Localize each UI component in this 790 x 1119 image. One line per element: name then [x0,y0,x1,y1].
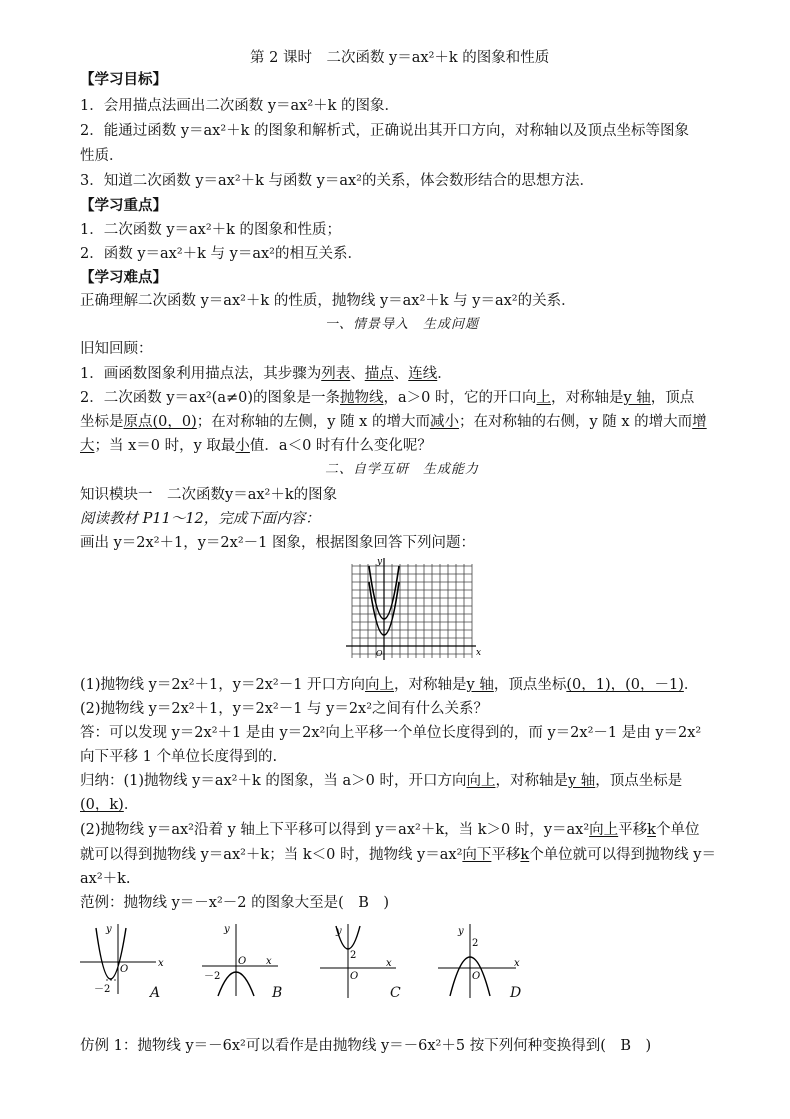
answer-blank: 抛物线 [340,390,384,406]
text: 平移 [491,847,521,863]
question-1 [80,675,698,695]
text: 平移 [618,822,648,838]
text: 个单位 [655,822,700,838]
review-line-2 [80,388,694,408]
answer-line-1: 答：可以发现 y＝2x²＋1 是由 y＝2x²向上平移一个单位长度得到的，而 y＝2x²－1 是由 y＝2x² [80,725,702,741]
text: 1．画函数图象利用描点法，其步骤为 [80,366,322,382]
answer-blank: 向上 [365,677,395,693]
review-line-1 [80,364,452,384]
text: ，对称轴是 [394,677,467,693]
intercept-label: －2 [94,984,111,995]
text: ，顶点 [650,390,695,406]
text: ． [683,677,699,693]
origin-label: O [472,971,481,982]
y-axis-label: y [336,926,342,937]
summary-line-3 [80,820,699,840]
answer-blank: 向下 [462,847,492,863]
text: ，a＞0 时，它的开口向 [383,390,537,406]
text: 坐标是 [80,414,124,430]
text: ，顶点坐标是 [595,773,683,789]
text: ，对称轴是 [550,390,624,406]
text: ；在对称轴的右侧，y 随 x 的增大而 [458,414,693,430]
summary-line-5: ax²＋k. [80,871,131,887]
x-axis-label: x [266,956,272,967]
goals-heading: 【学习目标】 [80,71,167,88]
origin-label: O [350,971,359,982]
origin-label: O [120,964,129,975]
review-line-3 [80,412,707,432]
answer-blank: 描点 [364,366,394,382]
answer-blank: k [520,847,530,863]
section-1-heading: 一、情景导入 生成问题 [325,317,480,332]
keypoint-1: 1．二次函数 y＝ax²＋k 的图象和性质； [80,222,342,238]
answer-blank: 增 [692,414,707,430]
y-axis-label: y [458,926,464,937]
option-b-caption: B [272,985,283,1001]
text: 归纳：(1)抛物线 y＝ax²＋k 的图象，当 a＞0 时，开口方向 [80,773,467,789]
text: 就可以得到抛物线 y＝ax²＋k；当 k＜0 时，抛物线 y＝ax² [80,847,463,863]
keypoints-heading: 【学习重点】 [80,197,167,214]
text: ． [123,797,139,813]
goal-2-cont: 性质． [80,148,124,164]
intercept-label: 2 [350,950,357,961]
answer-blank: 减小 [429,414,459,430]
goal-3: 3．知道二次函数 y＝ax²＋k 与函数 y＝ax²的关系，体会数形结合的思想方法． [80,173,594,189]
answer-blank: k [647,822,656,838]
answer-blank: 大 [80,438,95,454]
answer-blank: (0，k) [80,797,124,813]
module-1-title: 知识模块一 二次函数y＝ax²＋k的图象 [80,487,338,503]
text: ；当 x＝0 时，y 取最 [94,438,236,454]
answer-blank: 向上 [589,822,619,838]
grid-lines [352,564,472,658]
section-2-heading: 二、自学互研 生成能力 [325,462,480,477]
text: ；在对称轴的左侧，y 随 x 的增大而 [196,414,430,430]
lesson-title: 第 2 课时 二次函数 y＝ax²＋k 的图象和性质 [250,50,550,66]
y-axis-label: y [377,557,383,567]
review-heading: 旧知回顾： [80,341,153,357]
answer-blank: (0，1)，(0，－1) [566,677,684,693]
text: 2．二次函数 y＝ax²(a≠0)的图象是一条 [80,390,340,406]
difficulty-heading: 【学习难点】 [80,269,167,286]
answer-blank: 向上 [466,773,496,789]
answer-blank: y 轴 [466,677,494,693]
text: (2)抛物线 y＝ax²沿着 y 轴上下平移可以得到 y＝ax²＋k，当 k＞0 时，y＝ax² [80,822,590,838]
x-axis-label: x [514,958,520,969]
x-axis-label: x [386,958,392,969]
text: 值．a＜0 时有什么变化呢？ [249,438,432,454]
summary-line-2 [80,795,138,815]
text: 、 [350,366,365,382]
goal-1: 1．会用描点法画出二次函数 y＝ax²＋k 的图象． [80,98,400,114]
answer-blank: 上 [536,390,551,406]
option-c-caption: C [390,985,401,1001]
answer-line-2: 向下平移 1 个单位长度得到的. [80,749,278,765]
text: ． [437,366,452,382]
origin-label: O [376,649,383,658]
draw-instruction: 画出 y＝2x²＋1，y＝2x²－1 图象，根据图象回答下列问题： [80,535,475,551]
difficulty-text: 正确理解二次函数 y＝ax²＋k 的性质，抛物线 y＝ax²＋k 与 y＝ax²的关系． [80,293,576,309]
goal-2: 2．能通过函数 y＝ax²＋k 的图象和解析式，正确说出其开口方向，对称轴以及顶点坐标等图象 [80,123,690,139]
imitation-question-1: 仿例 1：抛物线 y＝－6x²可以看作是由抛物线 y＝－6x²＋5 按下列何种变换得到( B ) [80,1038,652,1054]
text: ，顶点坐标 [493,677,567,693]
text: 个单位就可以得到抛物线 y＝ [529,847,716,863]
keypoint-2: 2．函数 y＝ax²＋k 与 y＝ax²的相互关系． [80,246,362,262]
answer-blank: y 轴 [567,773,596,789]
option-d-caption: D [510,985,522,1001]
text: (1)抛物线 y＝2x²＋1，y＝2x²－1 开口方向 [80,677,366,693]
text: ，对称轴是 [495,773,568,789]
answer-blank: 列表 [321,366,351,382]
answer-blank: 原点(0，0) [123,414,197,430]
example-question: 范例：抛物线 y＝－x²－2 的图象大至是( B ) [80,895,390,911]
review-line-4 [80,436,432,456]
reading-instruction: 阅读教材 P11～12，完成下面内容： [80,511,320,527]
answer-blank: 小 [235,438,250,454]
y-axis-label: y [224,924,230,935]
origin-label: O [238,956,247,967]
option-a-caption: A [150,985,161,1001]
y-axis-label: y [106,924,112,935]
x-axis-label: x [476,648,482,658]
answer-blank: y 轴 [623,390,651,406]
x-axis-label: x [158,958,164,969]
text: 、 [393,366,409,382]
summary-line-4 [80,845,716,865]
intercept-label: 2 [472,938,479,949]
answer-blank: 连线 [408,366,438,382]
parabola-grid-graph [342,556,488,666]
summary-line-1 [80,771,682,791]
question-2: (2)抛物线 y＝2x²＋1，y＝2x²－1 与 y＝2x²之间有什么关系？ [80,701,489,717]
intercept-label: －2 [204,971,221,982]
